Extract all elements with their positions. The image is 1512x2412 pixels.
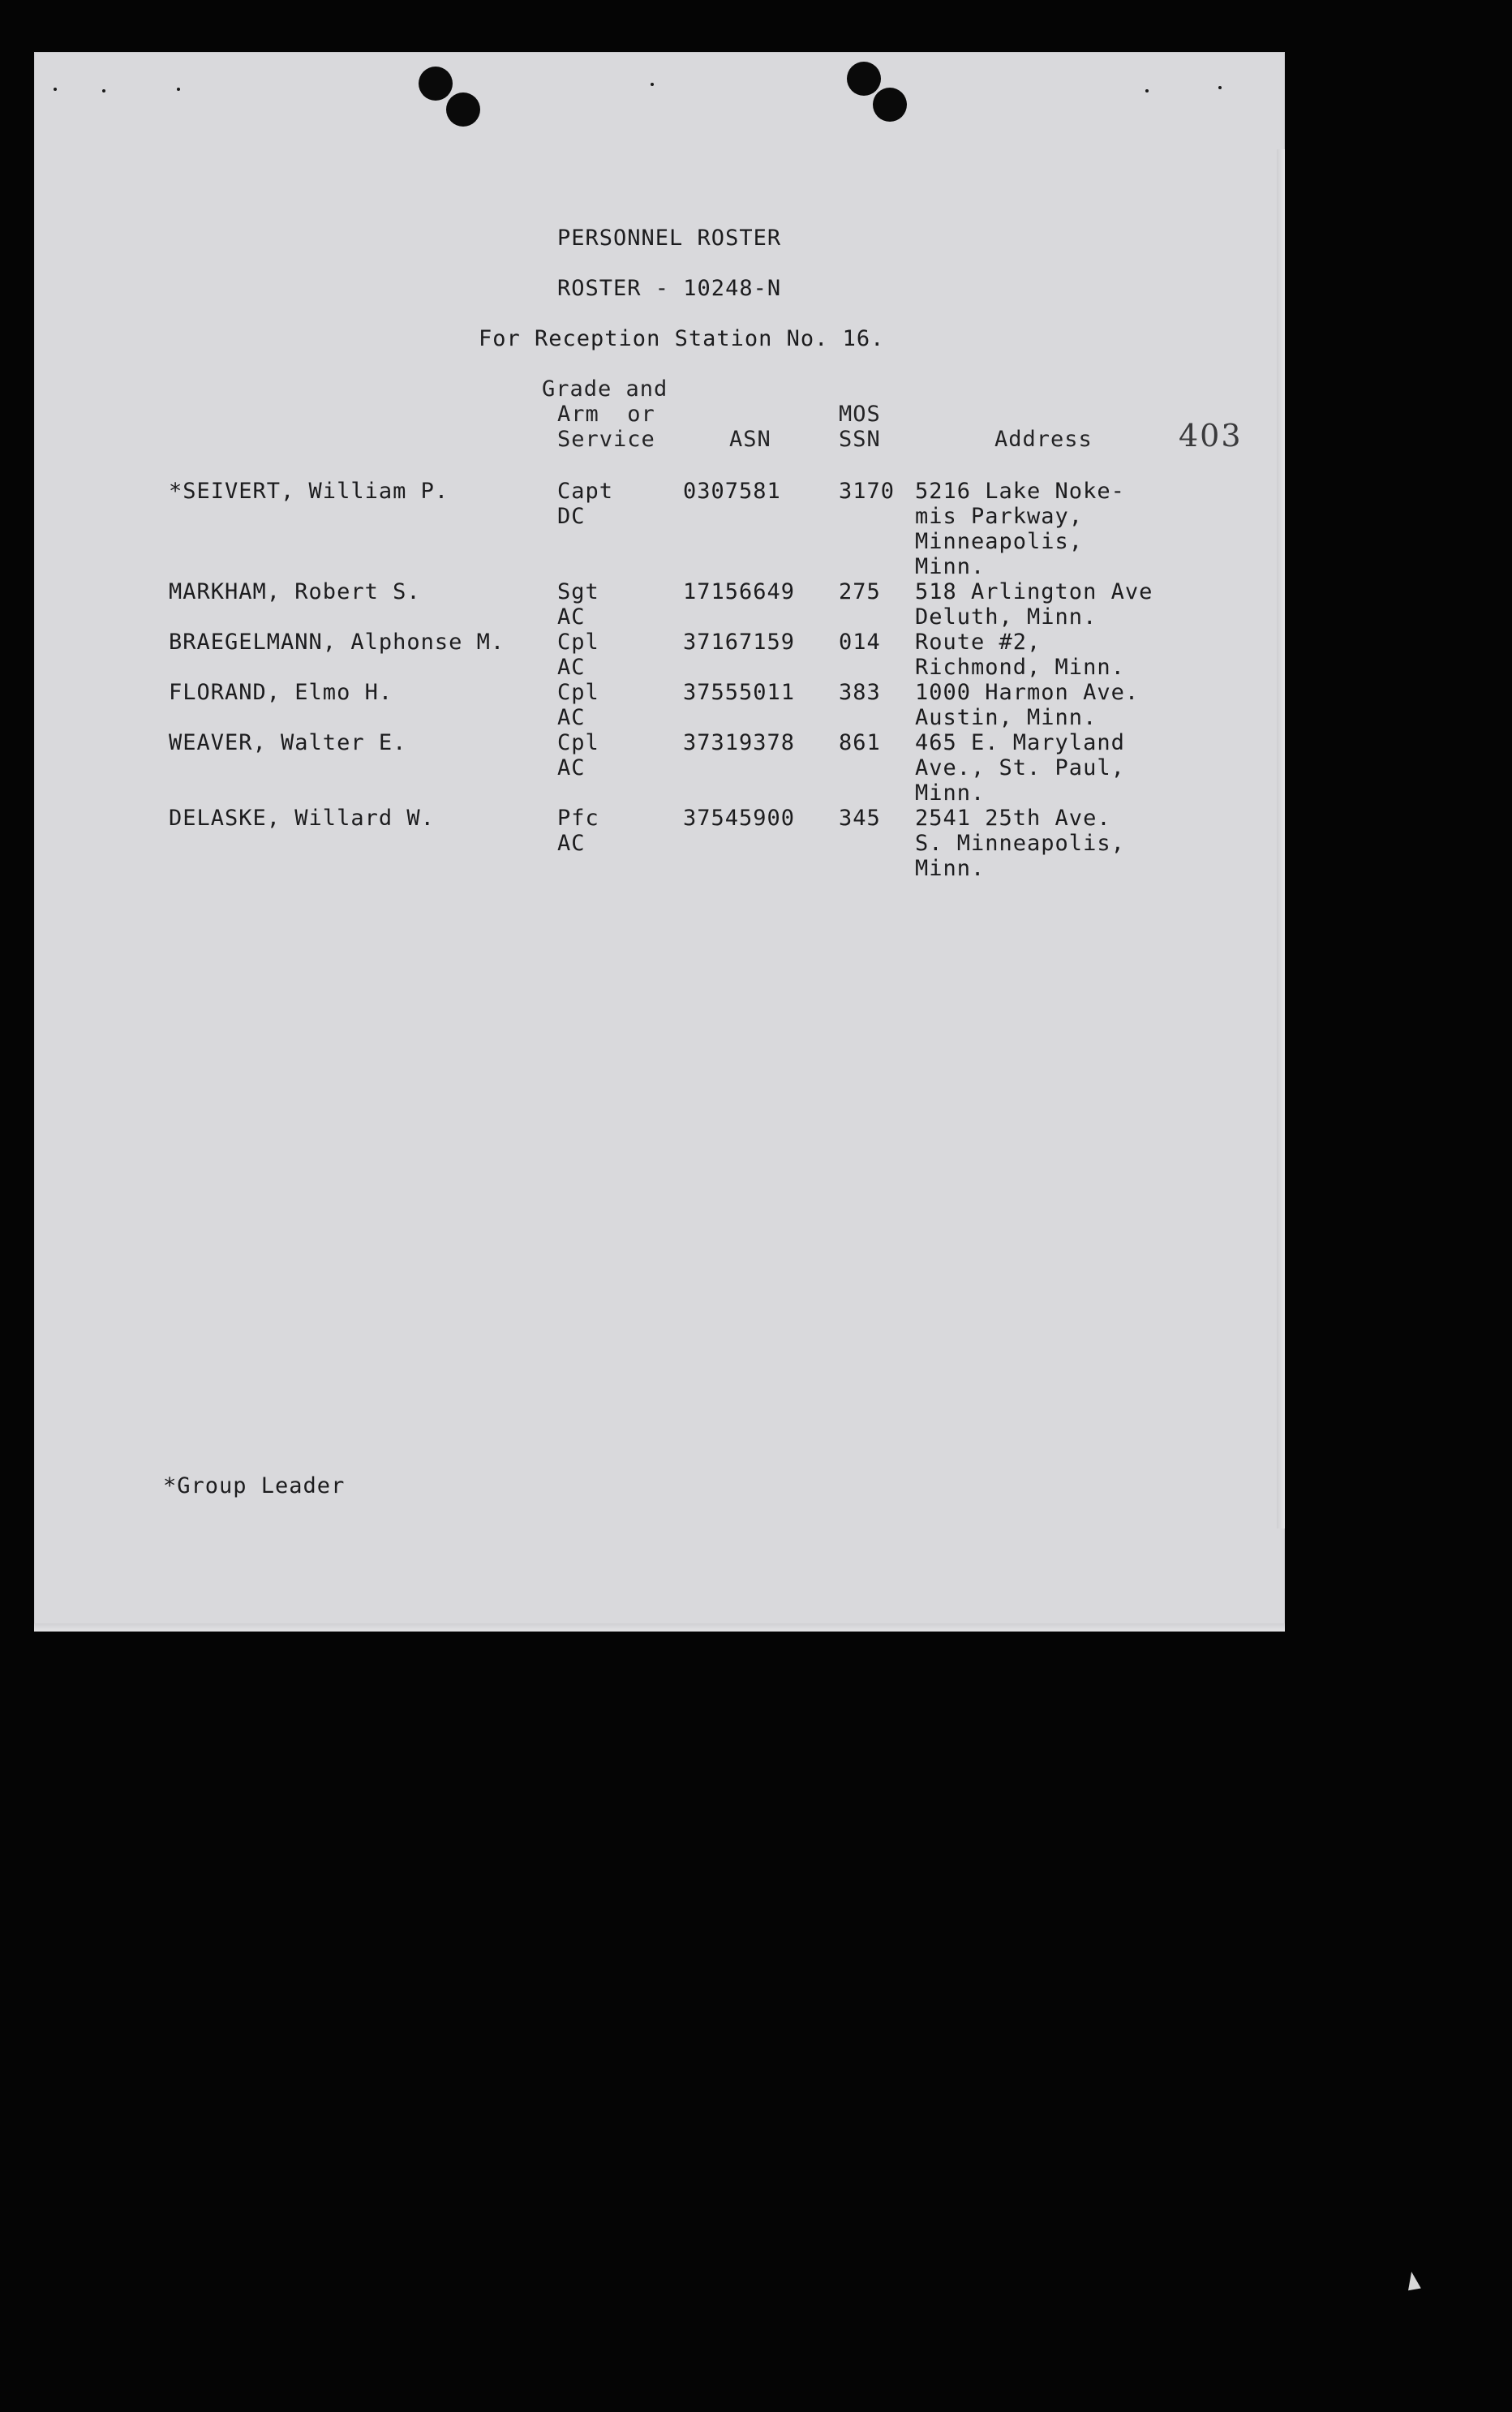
grade: Cpl bbox=[557, 680, 599, 705]
service: DC bbox=[557, 504, 586, 529]
address-line: 2541 25th Ave. bbox=[915, 806, 1111, 831]
speck bbox=[177, 88, 180, 91]
address-line: mis Parkway, bbox=[915, 504, 1084, 529]
page-number-stamp: 403 bbox=[1179, 418, 1243, 454]
column-header-mos-line1: MOS bbox=[839, 402, 881, 427]
punch-hole-icon bbox=[446, 92, 480, 127]
mos: 3170 bbox=[839, 479, 896, 504]
address-line: Austin, Minn. bbox=[915, 705, 1097, 730]
address-line: Richmond, Minn. bbox=[915, 655, 1125, 680]
grade: Pfc bbox=[557, 806, 599, 831]
column-header-asn: ASN bbox=[729, 427, 771, 452]
service: AC bbox=[557, 655, 586, 680]
paper-right-edge bbox=[1277, 149, 1285, 1528]
speck bbox=[1218, 86, 1222, 89]
service: AC bbox=[557, 604, 586, 630]
person-name: BRAEGELMANN, Alphonse M. bbox=[169, 630, 505, 655]
address-line: Minneapolis, bbox=[915, 529, 1084, 554]
footnote-group-leader: *Group Leader bbox=[163, 1473, 346, 1498]
column-header-grade-line1: Grade and bbox=[542, 376, 668, 402]
service: AC bbox=[557, 705, 586, 730]
mos: 014 bbox=[839, 630, 881, 655]
asn: 0307581 bbox=[683, 479, 781, 504]
mos: 345 bbox=[839, 806, 881, 831]
address-line: Minn. bbox=[915, 554, 986, 579]
speck bbox=[1145, 89, 1149, 92]
asn: 37555011 bbox=[683, 680, 796, 705]
address-line: Route #2, bbox=[915, 630, 1042, 655]
speck bbox=[54, 88, 57, 91]
punch-hole-icon bbox=[873, 88, 907, 122]
person-name: *SEIVERT, William P. bbox=[169, 479, 449, 504]
asn: 17156649 bbox=[683, 579, 796, 604]
punch-hole-icon bbox=[419, 67, 453, 101]
address-line: Minn. bbox=[915, 856, 986, 881]
asn: 37167159 bbox=[683, 630, 796, 655]
person-name: FLORAND, Elmo H. bbox=[169, 680, 393, 705]
grade: Sgt bbox=[557, 579, 599, 604]
person-name: MARKHAM, Robert S. bbox=[169, 579, 421, 604]
speck bbox=[651, 83, 654, 86]
column-header-address: Address bbox=[994, 427, 1093, 452]
mos: 861 bbox=[839, 730, 881, 755]
roster-page bbox=[34, 52, 1285, 1632]
column-header-grade-line3: Service bbox=[557, 427, 655, 452]
address-line: 1000 Harmon Ave. bbox=[915, 680, 1140, 705]
address-line: S. Minneapolis, bbox=[915, 831, 1125, 856]
corner-mark-icon bbox=[1405, 2271, 1421, 2290]
address-line: 465 E. Maryland bbox=[915, 730, 1125, 755]
grade: Cpl bbox=[557, 730, 599, 755]
mos: 275 bbox=[839, 579, 881, 604]
person-name: WEAVER, Walter E. bbox=[169, 730, 407, 755]
roster-number: ROSTER - 10248-N bbox=[557, 276, 782, 301]
speck bbox=[102, 89, 105, 92]
address-line: 518 Arlington Ave bbox=[915, 579, 1153, 604]
asn: 37545900 bbox=[683, 806, 796, 831]
mos: 383 bbox=[839, 680, 881, 705]
asn: 37319378 bbox=[683, 730, 796, 755]
grade: Capt bbox=[557, 479, 614, 504]
paper-bottom-edge bbox=[34, 1623, 1285, 1632]
grade: Cpl bbox=[557, 630, 599, 655]
address-line: Minn. bbox=[915, 780, 986, 806]
service: AC bbox=[557, 755, 586, 780]
column-header-grade-line2: Arm or bbox=[557, 402, 655, 427]
document-title: PERSONNEL ROSTER bbox=[557, 226, 782, 251]
station-line: For Reception Station No. 16. bbox=[479, 326, 885, 351]
punch-hole-icon bbox=[847, 62, 881, 96]
person-name: DELASKE, Willard W. bbox=[169, 806, 435, 831]
column-header-mos-line2: SSN bbox=[839, 427, 881, 452]
address-line: 5216 Lake Noke- bbox=[915, 479, 1125, 504]
service: AC bbox=[557, 831, 586, 856]
address-line: Deluth, Minn. bbox=[915, 604, 1097, 630]
address-line: Ave., St. Paul, bbox=[915, 755, 1125, 780]
